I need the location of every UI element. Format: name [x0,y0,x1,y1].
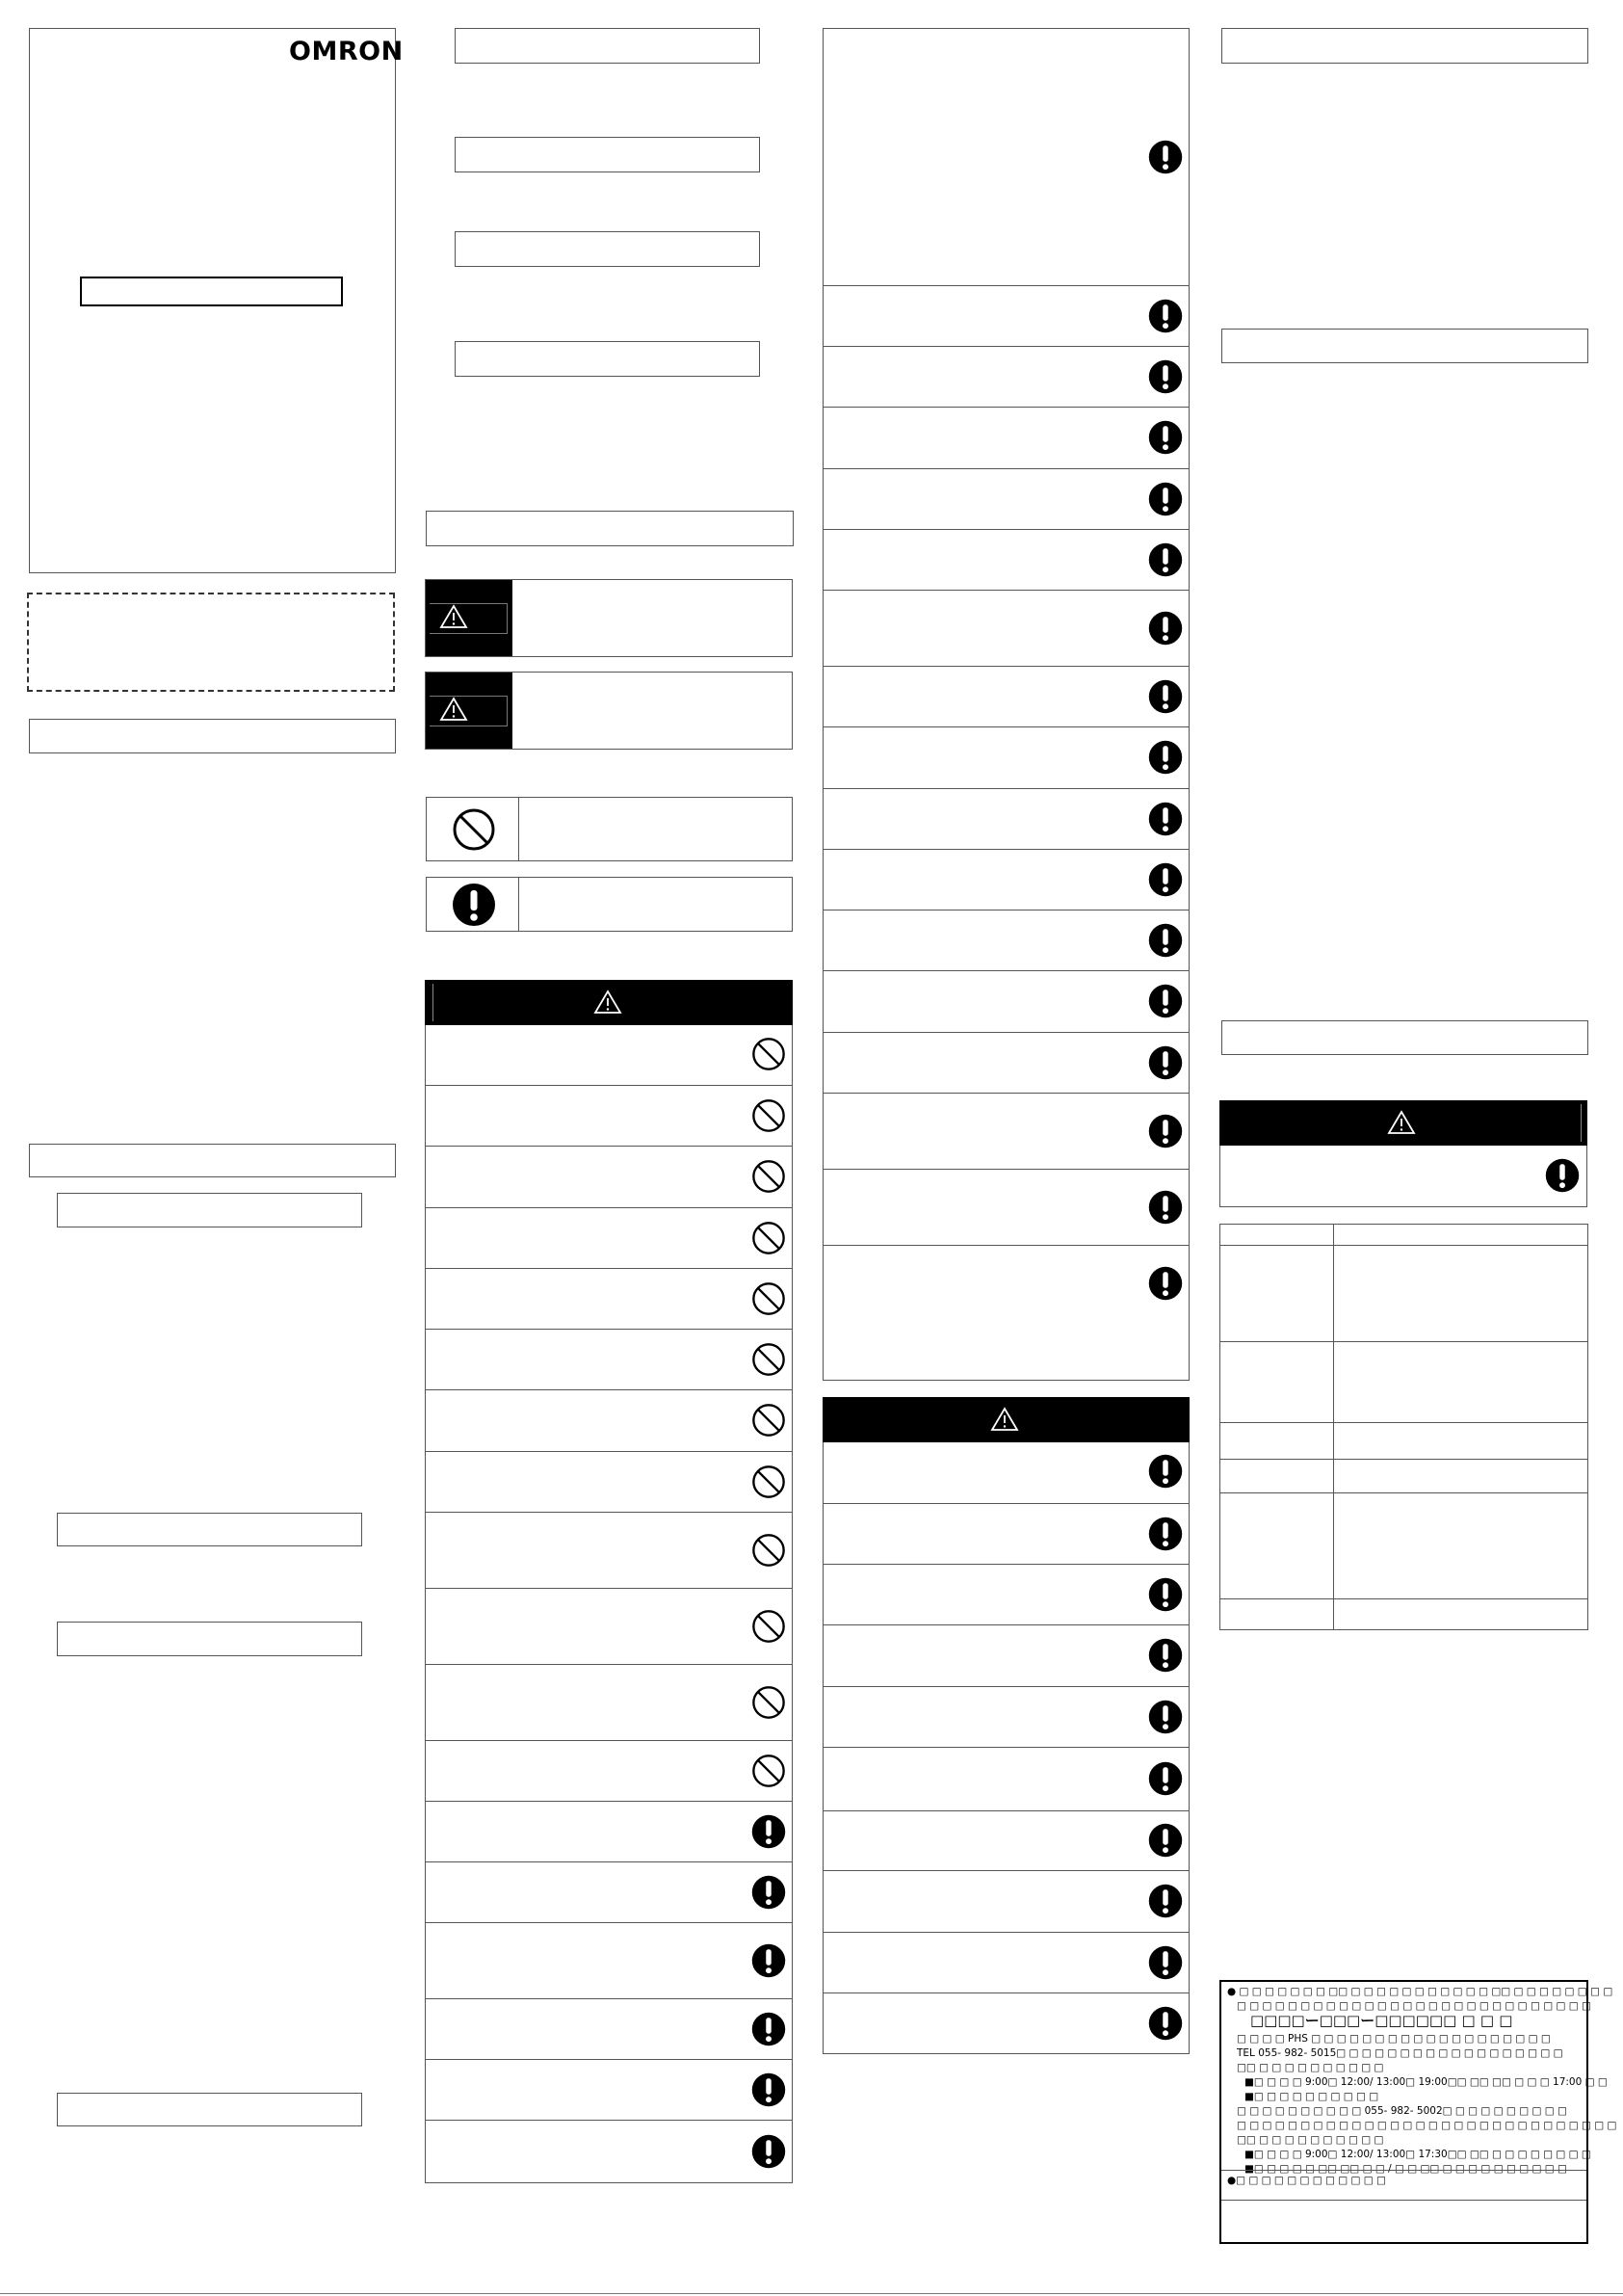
mandatory-action-icon [751,1943,786,1978]
table-row [426,1146,792,1207]
mandatory-action-icon [1148,740,1183,775]
prohibition-icon [751,1609,786,1644]
mandatory-action-icon [1148,542,1183,577]
caution-box-body [1219,1146,1587,1207]
prohibition-icon [751,1221,786,1255]
prohibition-icon [751,1685,786,1720]
table-row [824,788,1189,849]
mandatory-action-icon [751,2134,786,2169]
dashed-note-box [27,593,395,692]
safety-section-heading [426,511,794,546]
warning-legend-dark-cell [426,580,512,656]
table-row [824,1564,1189,1624]
table-row [824,1686,1189,1747]
table-row [1220,1460,1588,1493]
mandatory-action-icon [1148,1454,1183,1489]
caution-table-col3 [823,1442,1190,2054]
warning-table-header [425,980,793,1025]
mandatory-action-icon [1148,1761,1183,1796]
table-row [824,285,1189,346]
mandatory-action-icon [1148,1823,1183,1858]
prohibition-icon [751,1098,786,1133]
prohibition-icon [751,1533,786,1568]
mandatory-action-icon [1148,1945,1183,1980]
prohibition-icon [751,1281,786,1316]
table-row [426,1268,792,1329]
contact-hours: ■□ □ □ □ 9:00□ 12:00/ 13:00□ 17:30□□ □□ □ □ □ □ □ □ □ □ [1244,2149,1591,2160]
mandatory-action-icon [1148,1884,1183,1918]
prohibition-icon [751,1037,786,1071]
mandatory-action-icon [1148,1517,1183,1551]
table-row [426,1329,792,1389]
mandatory-legend [426,877,793,932]
table-row [824,346,1189,407]
table-row [1220,1246,1588,1342]
prohibition-legend [426,797,793,861]
mandatory-action-icon [1148,611,1183,646]
subheading-3 [57,1622,362,1656]
mandatory-action-icon [1148,1577,1183,1612]
contact-box [1219,1980,1617,2244]
prohibition-icon [751,1342,786,1377]
subheading-4 [57,2093,362,2126]
contact-line: ■□ □ □ □ □ □□ □□ □ □ / □ □ □□ □ □ □ □ □ □ □ □ □ □ [1244,2163,1567,2175]
prohibition-icon [751,1754,786,1788]
mandatory-action-icon [1148,923,1183,958]
mandatory-action-icon [1148,299,1183,333]
mandatory-action-icon [452,883,496,927]
table-row [1220,1599,1588,1630]
mandatory-action-icon [1148,1700,1183,1734]
section-heading-1 [29,719,396,753]
table-row [426,1588,792,1664]
table-row [1220,1423,1588,1460]
subheading-1 [57,1193,362,1227]
contact-hours: ■□ □ □ □ 9:00□ 12:00/ 13:00□ 19:00□□ □□ □□ □ □ □ 17:00 □ □ [1244,2076,1608,2088]
warning-table-col3 [823,28,1190,1381]
section-heading-col4-2 [1221,329,1588,363]
contact-line: □□ □ □ □ □ □ □ □ □ □ □ [1237,2134,1384,2146]
table-row [824,849,1189,910]
table-row [824,970,1189,1032]
table-row [426,1451,792,1512]
table-row [824,590,1189,666]
table-row [824,407,1189,468]
page-bottom-line [0,2293,1623,2294]
mandatory-action-icon [751,1814,786,1849]
prohibition-icon [452,807,496,852]
table-row [824,468,1189,529]
table-row [824,529,1189,590]
table-row [1220,1342,1588,1423]
label-box-3 [455,231,760,267]
warning-triangle-icon [1387,1110,1416,1135]
table-row [824,1442,1189,1503]
table-row [426,1512,792,1588]
mandatory-action-icon [1148,1045,1183,1080]
contact-line: □ □ □ □ □ □ □ □ □ □ □ □ □ □ □ □ □ □ □ □ □ □ □ □ □ □ □ □ [1237,2000,1591,2012]
omron-logo: OMRON [289,37,404,66]
contact-line: □□ □ □ □ □ □ □ □ □ □ □ [1237,2062,1384,2073]
mandatory-action-icon [1148,2006,1183,2041]
warning-legend-1 [425,579,793,657]
warning-triangle-icon [439,604,468,629]
mandatory-action-icon [1148,1114,1183,1148]
caution-legend-dark-cell [426,673,512,749]
contact-line: ■□ □ □ □ □ □ □ □ □ □ [1244,2091,1379,2102]
table-row [824,1624,1189,1686]
table-row [426,2120,792,2181]
warning-legend-2 [425,672,793,750]
table-row [824,1932,1189,1993]
mandatory-action-icon [1148,1638,1183,1673]
specifications-table [1219,1224,1588,1630]
contact-phone-free: □□□□ー□□□ー□□□□□□ □ □ □ [1250,2012,1513,2029]
contact-line: □ □ □ □ □ □ □ □ □ □ □ □ □ □ □ □ □ □ □ □ □ □ □ □ □ □ □ □ □ □ [1237,2120,1617,2131]
table-row [426,1024,792,1085]
label-box-2 [455,137,760,172]
mandatory-action-icon [1148,802,1183,836]
table-row [426,2059,792,2120]
table-row [426,1085,792,1146]
table-row [824,1032,1189,1093]
table-row [426,1664,792,1740]
mandatory-action-icon [1148,482,1183,516]
cover-title-box [80,277,343,306]
mandatory-action-icon [1148,420,1183,455]
mandatory-action-icon [1148,984,1183,1018]
contact-fax: □ □ □ □ □ □ □ □ □ □ 055- 982- 5002□ □ □ □ □ □ □ □ □ □ [1237,2105,1567,2117]
mandatory-action-icon [1148,1266,1183,1301]
warning-table-col2 [425,1025,793,2183]
table-row [426,1207,792,1268]
table-row [824,1747,1189,1810]
mandatory-action-icon [1148,140,1183,174]
mandatory-action-icon [751,1875,786,1910]
contact-tel: TEL 055- 982- 5015□ □ □ □ □ □ □ □ □ □ □ □ □ □ □ □ □ □ [1237,2047,1563,2059]
table-row [824,1810,1189,1870]
table-row [426,1389,792,1451]
mandatory-action-icon [751,2072,786,2107]
table-row [426,1922,792,1998]
section-heading-col4-3 [1221,1020,1588,1055]
table-row [824,1503,1189,1564]
label-box-1 [455,28,760,64]
table-row [824,1093,1189,1169]
mandatory-action-icon [1148,359,1183,394]
table-row [824,29,1189,285]
table-row [824,1245,1189,1380]
contact-line: ●□ □ □ □ □ □ □ □ □ □ □ □ [1227,2175,1386,2186]
table-row [426,1740,792,1801]
table-row [824,726,1189,788]
label-box-4 [455,341,760,377]
warning-triangle-icon [593,990,622,1015]
prohibition-icon [751,1403,786,1438]
prohibition-icon [751,1159,786,1194]
warning-triangle-icon [990,1407,1019,1432]
mandatory-action-icon [1148,862,1183,897]
mandatory-action-icon [1148,679,1183,714]
mandatory-action-icon [751,2012,786,2046]
section-heading-col4-1 [1221,28,1588,64]
mandatory-action-icon [1148,1190,1183,1225]
table-row [824,1993,1189,2053]
table-row [824,666,1189,726]
table-row [1220,1493,1588,1599]
table-row [426,1861,792,1922]
subheading-2 [57,1513,362,1546]
table-row [824,1169,1189,1245]
contact-line: □ □ □ □ PHS □ □ □ □ □ □ □ □ □ □ □ □ □ □ □ □ □ □ □ [1237,2033,1551,2045]
section-heading-2 [29,1144,396,1177]
caution-box-header [1219,1100,1587,1146]
contact-line: ● □ □ □ □ □ □ □ □□ □ □ □ □ □ □ □ □ □ □ □ □□ □ □ □ □ □ □ □ □ [1227,1986,1613,1997]
table-row [426,1998,792,2059]
mandatory-action-icon [1545,1158,1580,1193]
caution-table-header [823,1397,1190,1442]
table-row [1220,1225,1588,1246]
table-row [824,910,1189,970]
table-row [824,1870,1189,1932]
warning-triangle-icon [439,697,468,722]
prohibition-icon [751,1465,786,1499]
table-row [426,1801,792,1861]
